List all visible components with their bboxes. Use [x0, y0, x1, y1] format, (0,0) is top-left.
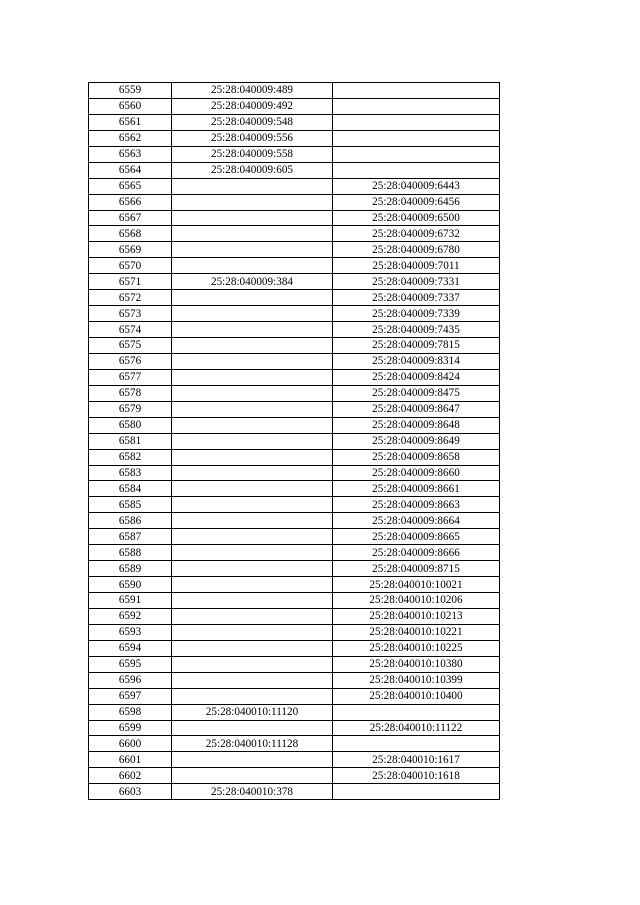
row-number-cell: 6587 [89, 529, 172, 545]
table-row [89, 688, 500, 704]
cadastral-number-cell: 25:28:040009:556 [172, 130, 333, 146]
table-row [89, 736, 500, 752]
cadastral-number-cell [172, 226, 333, 242]
cadastral-number-cell-alt: 25:28:040009:8666 [333, 545, 500, 561]
table-row [89, 481, 500, 497]
cadastral-number-cell-alt: 25:28:040010:10400 [333, 688, 500, 704]
cadastral-number-cell-alt: 25:28:040009:7011 [333, 258, 500, 274]
cadastral-number-cell [172, 640, 333, 656]
cadastral-number-cell-alt: 25:28:040009:6500 [333, 210, 500, 226]
row-number-cell: 6563 [89, 146, 172, 162]
row-number-cell: 6569 [89, 242, 172, 258]
cadastral-number-cell-alt: 25:28:040009:6732 [333, 226, 500, 242]
row-number-cell: 6592 [89, 608, 172, 624]
cadastral-number-cell [172, 210, 333, 226]
row-number-cell: 6599 [89, 720, 172, 736]
cadastral-number-cell-alt: 25:28:040010:1617 [333, 752, 500, 768]
row-number-cell: 6570 [89, 258, 172, 274]
cadastral-number-cell: 25:28:040009:384 [172, 274, 333, 290]
cadastral-number-cell-alt: 25:28:040010:11122 [333, 720, 500, 736]
cadastral-number-cell-alt [333, 704, 500, 720]
cadastral-number-cell-alt: 25:28:040010:10213 [333, 608, 500, 624]
table-row [89, 338, 500, 354]
table-row [89, 306, 500, 322]
cadastral-number-cell-alt: 25:28:040009:8663 [333, 497, 500, 513]
table-row [89, 385, 500, 401]
row-number-cell: 6573 [89, 306, 172, 322]
row-number-cell: 6565 [89, 178, 172, 194]
cadastral-number-cell [172, 242, 333, 258]
cadastral-number-cell [172, 624, 333, 640]
row-number-cell: 6591 [89, 593, 172, 609]
cadastral-number-cell [172, 178, 333, 194]
cadastral-number-cell-alt: 25:28:040009:6456 [333, 194, 500, 210]
table-row [89, 290, 500, 306]
row-number-cell: 6577 [89, 369, 172, 385]
cadastral-number-cell: 25:28:040010:11128 [172, 736, 333, 752]
row-number-cell: 6586 [89, 513, 172, 529]
row-number-cell: 6600 [89, 736, 172, 752]
row-number-cell: 6561 [89, 114, 172, 130]
row-number-cell: 6598 [89, 704, 172, 720]
table-row [89, 194, 500, 210]
cadastral-number-cell-alt: 25:28:040010:10021 [333, 577, 500, 593]
row-number-cell: 6596 [89, 672, 172, 688]
table-row [89, 720, 500, 736]
table-row [89, 672, 500, 688]
cadastral-number-cell-alt: 25:28:040010:10380 [333, 656, 500, 672]
row-number-cell: 6568 [89, 226, 172, 242]
cadastral-number-cell-alt: 25:28:040009:7331 [333, 274, 500, 290]
cadastral-number-cell: 25:28:040010:11120 [172, 704, 333, 720]
cadastral-number-cell-alt: 25:28:040009:8664 [333, 513, 500, 529]
table-body [89, 83, 500, 800]
cadastral-number-cell-alt: 25:28:040010:1618 [333, 768, 500, 784]
table-row [89, 768, 500, 784]
row-number-cell: 6579 [89, 401, 172, 417]
cadastral-number-cell-alt [333, 784, 500, 800]
cadastral-number-cell-alt: 25:28:040010:10206 [333, 593, 500, 609]
table-row [89, 497, 500, 513]
cadastral-number-cell-alt: 25:28:040009:6780 [333, 242, 500, 258]
cadastral-number-cell-alt: 25:28:040009:8715 [333, 561, 500, 577]
row-number-cell: 6594 [89, 640, 172, 656]
cadastral-number-cell [172, 720, 333, 736]
cadastral-number-cell [172, 497, 333, 513]
cadastral-number-cell [172, 194, 333, 210]
row-number-cell: 6582 [89, 449, 172, 465]
cadastral-number-cell: 25:28:040009:605 [172, 162, 333, 178]
row-number-cell: 6574 [89, 322, 172, 338]
cadastral-number-cell-alt: 25:28:040009:8648 [333, 417, 500, 433]
row-number-cell: 6589 [89, 561, 172, 577]
cadastral-number-cell: 25:28:040009:548 [172, 114, 333, 130]
cadastral-number-cell [172, 593, 333, 609]
cadastral-number-cell [172, 385, 333, 401]
cadastral-number-cell-alt [333, 98, 500, 114]
cadastral-number-cell [172, 338, 333, 354]
cadastral-number-cell [172, 752, 333, 768]
cadastral-number-cell-alt: 25:28:040009:8665 [333, 529, 500, 545]
table-row [89, 577, 500, 593]
cadastral-number-cell-alt: 25:28:040009:8658 [333, 449, 500, 465]
cadastral-number-cell [172, 577, 333, 593]
table-row [89, 162, 500, 178]
row-number-cell: 6584 [89, 481, 172, 497]
row-number-cell: 6585 [89, 497, 172, 513]
table-row [89, 258, 500, 274]
cadastral-number-cell-alt: 25:28:040009:8660 [333, 465, 500, 481]
row-number-cell: 6567 [89, 210, 172, 226]
cadastral-number-cell-alt: 25:28:040009:7815 [333, 338, 500, 354]
table-row [89, 513, 500, 529]
row-number-cell: 6580 [89, 417, 172, 433]
cadastral-number-cell [172, 529, 333, 545]
cadastral-number-table [88, 82, 500, 800]
row-number-cell: 6566 [89, 194, 172, 210]
table-row [89, 449, 500, 465]
cadastral-number-cell: 25:28:040009:558 [172, 146, 333, 162]
table-row [89, 624, 500, 640]
cadastral-number-cell: 25:28:040010:378 [172, 784, 333, 800]
cadastral-number-cell [172, 513, 333, 529]
cadastral-number-cell-alt: 25:28:040009:7337 [333, 290, 500, 306]
table-row [89, 98, 500, 114]
table-row [89, 529, 500, 545]
table-row [89, 369, 500, 385]
table-row [89, 752, 500, 768]
row-number-cell: 6559 [89, 83, 172, 99]
table-row [89, 608, 500, 624]
cadastral-number-cell: 25:28:040009:489 [172, 83, 333, 99]
cadastral-number-cell-alt: 25:28:040009:6443 [333, 178, 500, 194]
cadastral-number-cell-alt: 25:28:040009:8475 [333, 385, 500, 401]
table-row [89, 465, 500, 481]
row-number-cell: 6578 [89, 385, 172, 401]
cadastral-number-cell [172, 369, 333, 385]
table-row [89, 593, 500, 609]
cadastral-number-cell-alt: 25:28:040009:7339 [333, 306, 500, 322]
cadastral-number-cell [172, 465, 333, 481]
row-number-cell: 6581 [89, 433, 172, 449]
table-row [89, 146, 500, 162]
cadastral-number-cell [172, 672, 333, 688]
row-number-cell: 6595 [89, 656, 172, 672]
row-number-cell: 6601 [89, 752, 172, 768]
row-number-cell: 6575 [89, 338, 172, 354]
cadastral-number-cell [172, 608, 333, 624]
row-number-cell: 6583 [89, 465, 172, 481]
cadastral-number-cell [172, 322, 333, 338]
cadastral-number-cell-alt: 25:28:040010:10399 [333, 672, 500, 688]
table-row [89, 417, 500, 433]
cadastral-number-cell [172, 353, 333, 369]
cadastral-number-cell-alt: 25:28:040010:10221 [333, 624, 500, 640]
table-row [89, 322, 500, 338]
table-row [89, 226, 500, 242]
table-row [89, 114, 500, 130]
cadastral-number-cell-alt [333, 162, 500, 178]
cadastral-number-cell [172, 688, 333, 704]
cadastral-number-cell-alt: 25:28:040009:7435 [333, 322, 500, 338]
row-number-cell: 6560 [89, 98, 172, 114]
table-row [89, 353, 500, 369]
cadastral-number-cell-alt [333, 736, 500, 752]
row-number-cell: 6571 [89, 274, 172, 290]
cadastral-number-cell [172, 449, 333, 465]
cadastral-number-cell [172, 433, 333, 449]
row-number-cell: 6562 [89, 130, 172, 146]
table-row [89, 178, 500, 194]
cadastral-number-cell-alt: 25:28:040009:8661 [333, 481, 500, 497]
cadastral-number-cell-alt [333, 130, 500, 146]
cadastral-number-cell [172, 401, 333, 417]
row-number-cell: 6603 [89, 784, 172, 800]
row-number-cell: 6576 [89, 353, 172, 369]
cadastral-number-cell [172, 481, 333, 497]
row-number-cell: 6602 [89, 768, 172, 784]
row-number-cell: 6572 [89, 290, 172, 306]
cadastral-number-cell-alt [333, 83, 500, 99]
table-row [89, 433, 500, 449]
table-row [89, 561, 500, 577]
cadastral-number-cell [172, 417, 333, 433]
table-row [89, 784, 500, 800]
row-number-cell: 6588 [89, 545, 172, 561]
table-row [89, 274, 500, 290]
cadastral-number-cell [172, 306, 333, 322]
cadastral-number-cell [172, 656, 333, 672]
row-number-cell: 6593 [89, 624, 172, 640]
cadastral-number-cell-alt: 25:28:040009:8647 [333, 401, 500, 417]
row-number-cell: 6590 [89, 577, 172, 593]
table-row [89, 640, 500, 656]
cadastral-number-cell-alt: 25:28:040010:10225 [333, 640, 500, 656]
cadastral-number-cell [172, 561, 333, 577]
table-row [89, 401, 500, 417]
cadastral-number-cell-alt: 25:28:040009:8314 [333, 353, 500, 369]
cadastral-number-cell-alt: 25:28:040009:8649 [333, 433, 500, 449]
table-row [89, 704, 500, 720]
cadastral-number-cell [172, 768, 333, 784]
row-number-cell: 6597 [89, 688, 172, 704]
cadastral-number-cell: 25:28:040009:492 [172, 98, 333, 114]
cadastral-number-cell [172, 545, 333, 561]
cadastral-number-cell-alt [333, 114, 500, 130]
cadastral-number-cell-alt [333, 146, 500, 162]
table-row [89, 130, 500, 146]
table-row [89, 210, 500, 226]
cadastral-number-cell [172, 290, 333, 306]
table-row [89, 242, 500, 258]
table-row [89, 83, 500, 99]
cadastral-number-cell-alt: 25:28:040009:8424 [333, 369, 500, 385]
table-row [89, 545, 500, 561]
row-number-cell: 6564 [89, 162, 172, 178]
table-row [89, 656, 500, 672]
cadastral-number-cell [172, 258, 333, 274]
